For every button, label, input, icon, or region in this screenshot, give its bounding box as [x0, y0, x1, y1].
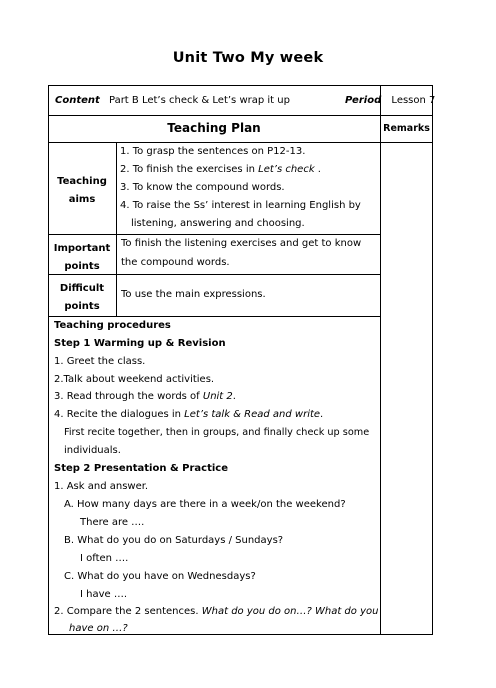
step1-line2: 2.Talk about weekend activities. [54, 374, 215, 385]
period-label: Period [345, 95, 382, 106]
important-label [48, 240, 116, 276]
step2-line8-italic: What do you do on…? What do you [201, 606, 379, 617]
aims-item-3: 3. To know the compound words. [120, 182, 285, 193]
step1-heading: Step 1 Warming up & Revision [54, 338, 226, 349]
step2-heading: Step 2 Presentation & Practice [54, 463, 229, 474]
step2-line8 [54, 606, 378, 617]
step1-line4-suffix: . [320, 409, 324, 420]
step1-line3 [54, 391, 236, 402]
content-row [55, 95, 290, 106]
difficult-label-line1: Difficult [59, 283, 105, 294]
page-title: Unit Two My week [172, 50, 324, 66]
aims-item-4-line2: listening, answering and choosing. [131, 218, 305, 229]
step1-line1: 1. Greet the class. [54, 356, 146, 367]
step2-line9: have on …? [69, 623, 128, 634]
step1-line3-prefix: 3. Read through the words of [54, 391, 203, 402]
important-label-line1: Important [53, 243, 111, 254]
aims-label-line2: aims [68, 194, 96, 205]
step2-line4: B. What do you do on Saturdays / Sundays? [64, 535, 284, 546]
difficult-text: To use the main expressions. [121, 289, 266, 300]
content-label: Content [55, 95, 100, 106]
step2-line1: 1. Ask and answer. [54, 481, 149, 492]
row-divider [48, 234, 380, 235]
row-divider [48, 115, 433, 116]
row-divider [48, 316, 380, 317]
aims-item-2-italic: Let’s check [258, 164, 315, 175]
step2-line5: I often …. [80, 553, 129, 564]
step1-line5: First recite together, then in groups, and finally check up some [64, 427, 370, 438]
step1-line4-prefix: 4. Recite the dialogues in [54, 409, 185, 420]
procedures-heading: Teaching procedures [54, 320, 171, 331]
difficult-label [48, 280, 116, 316]
step2-line2: A. How many days are there in a week/on the weekend? [64, 499, 346, 510]
aims-item-2 [120, 164, 321, 175]
aims-item-2-suffix: . [314, 164, 321, 175]
step1-line6: individuals. [64, 445, 121, 456]
aims-label [48, 173, 116, 209]
step2-line6: C. What do you have on Wednesdays? [64, 571, 256, 582]
row-divider [48, 142, 433, 143]
period-value: Lesson 7 [391, 95, 436, 106]
content-value: Part B Let’s check & Let’s wrap it up [108, 95, 290, 106]
aims-item-4-line1: 4. To raise the Ss’ interest in learning English by [120, 200, 361, 211]
step1-line3-suffix: . [232, 391, 236, 402]
aims-item-2-prefix: 2. To finish the exercises in [120, 164, 259, 175]
important-text-line2: the compound words. [121, 257, 230, 268]
remarks-column [380, 85, 436, 635]
step1-line3-italic: Unit 2 [202, 391, 233, 402]
teaching-plan-heading: Teaching Plan [167, 121, 261, 135]
step2-line7: I have …. [80, 589, 128, 600]
period-row [345, 95, 435, 106]
column-divider [116, 142, 117, 316]
step2-line8-prefix: 2. Compare the 2 sentences. [54, 606, 202, 617]
difficult-label-line2: points [64, 301, 100, 312]
aims-label-line1: Teaching [57, 176, 107, 187]
step1-line4-italic: Let’s talk & Read and write [184, 409, 321, 420]
important-label-line2: points [64, 261, 100, 272]
step2-line3: There are …. [80, 517, 145, 528]
important-text-line1: To finish the listening exercises and get to know [121, 238, 362, 249]
step1-line4 [54, 409, 323, 420]
aims-item-1: 1. To grasp the sentences on P12-13. [120, 146, 306, 157]
remarks-heading: Remarks [383, 123, 430, 134]
